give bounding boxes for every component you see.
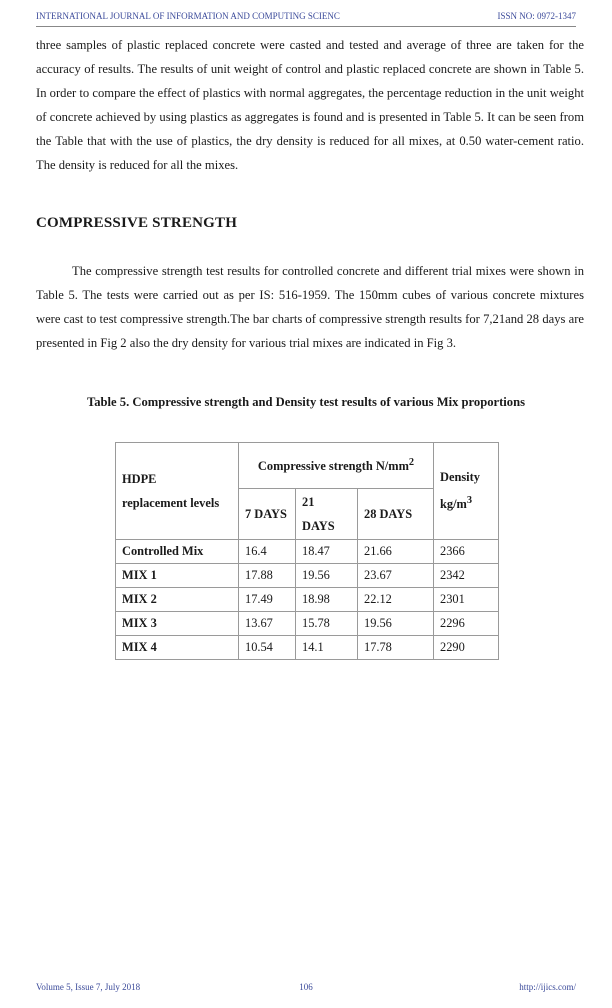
results-table [115, 442, 499, 660]
header-hdpe-line1: HDPE [122, 472, 157, 486]
section-paragraph: The compressive strength test results for controlled concrete and different trial mixes were shown in Table 5. The tests were carried out as per IS: 516-1959. The 150mm cubes of various concrete mixtures were cast to test compressive strength.The bar charts of compressive strength results for 7,21and 28 days are presented in Fig 2 also the dry density for various trial mixes are indicated in Fig 3. [36, 264, 584, 350]
cell-21-days: 14.1 [296, 636, 358, 660]
page-footer [36, 982, 576, 994]
footer-url[interactable]: http://ijics.com/ [519, 982, 576, 992]
header-21-days: 21 DAYS [296, 489, 358, 540]
journal-title: INTERNATIONAL JOURNAL OF INFORMATION AND COMPUTING SCIENC [36, 11, 340, 21]
table-row [116, 588, 499, 612]
table-caption: Table 5. Compressive strength and Density test results of various Mix proportions [86, 395, 525, 409]
table-row [116, 612, 499, 636]
cell-density: 2296 [434, 612, 499, 636]
cell-28-days: 17.78 [358, 636, 434, 660]
cell-28-days: 22.12 [358, 588, 434, 612]
cell-7-days: 17.49 [239, 588, 296, 612]
cell-mix: MIX 1 [116, 564, 239, 588]
issn-number: ISSN NO: 0972-1347 [497, 11, 576, 21]
cell-21-days: 19.56 [296, 564, 358, 588]
header-compressive-strength: Compressive strength $N/mm^2$ [239, 443, 434, 489]
cell-28-days: 23.67 [358, 564, 434, 588]
section-title: COMPRESSIVE STRENGTH [36, 215, 238, 231]
footer-page-number: 106 [299, 982, 313, 992]
cell-mix: MIX 4 [116, 636, 239, 660]
cell-7-days: 16.4 [239, 540, 296, 564]
header-hdpe [116, 443, 239, 540]
header-7-days: 7 DAYS [239, 489, 296, 540]
header-rule [36, 26, 576, 27]
header-density-sup: 3 [466, 495, 473, 507]
cell-density: 2301 [434, 588, 499, 612]
cell-21-days: 15.78 [296, 612, 358, 636]
cell-7-days: 10.54 [239, 636, 296, 660]
table-row [116, 636, 499, 660]
header-density-line2: kg/m [440, 497, 467, 512]
cell-28-days: 21.66 [358, 540, 434, 564]
cell-mix: MIX 2 [116, 588, 239, 612]
intro-paragraph: three samples of plastic replaced concrete were casted and tested and average of three are taken for the accuracy of results. The results of unit weight of control and plastic replaced concrete are shown in Table 5. In order to compare the effect of plastics with normal aggregates, the percentage reduction in the unit weight of concrete achieved by using plastics as aggregates is found and is presented in Table 5. It can be seen from the Table that with the use of plastics, the dry density is reduced for all mixes, at 0.50 water-cement ratio. The density is reduced for all the mixes. [36, 38, 584, 172]
header-density [434, 443, 499, 540]
cell-7-days: 13.67 [239, 612, 296, 636]
header-density-line1: Density [440, 470, 480, 485]
header-hdpe-line2: replacement levels [122, 496, 220, 510]
cell-mix: Controlled Mix [116, 540, 239, 564]
cell-density: 2290 [434, 636, 499, 660]
table-row [116, 564, 499, 588]
cell-mix: MIX 3 [116, 612, 239, 636]
page-header [36, 11, 576, 25]
cell-28-days: 19.56 [358, 612, 434, 636]
header-28-days: 28 DAYS [358, 489, 434, 540]
table-header-row [116, 443, 499, 489]
table-row [116, 540, 499, 564]
cell-21-days: 18.98 [296, 588, 358, 612]
cell-density: 2366 [434, 540, 499, 564]
cell-7-days: 17.88 [239, 564, 296, 588]
footer-volume: Volume 5, Issue 7, July 2018 [36, 982, 141, 992]
cell-21-days: 18.47 [296, 540, 358, 564]
header-strength-sup: 2 [408, 456, 415, 468]
cell-density: 2342 [434, 564, 499, 588]
